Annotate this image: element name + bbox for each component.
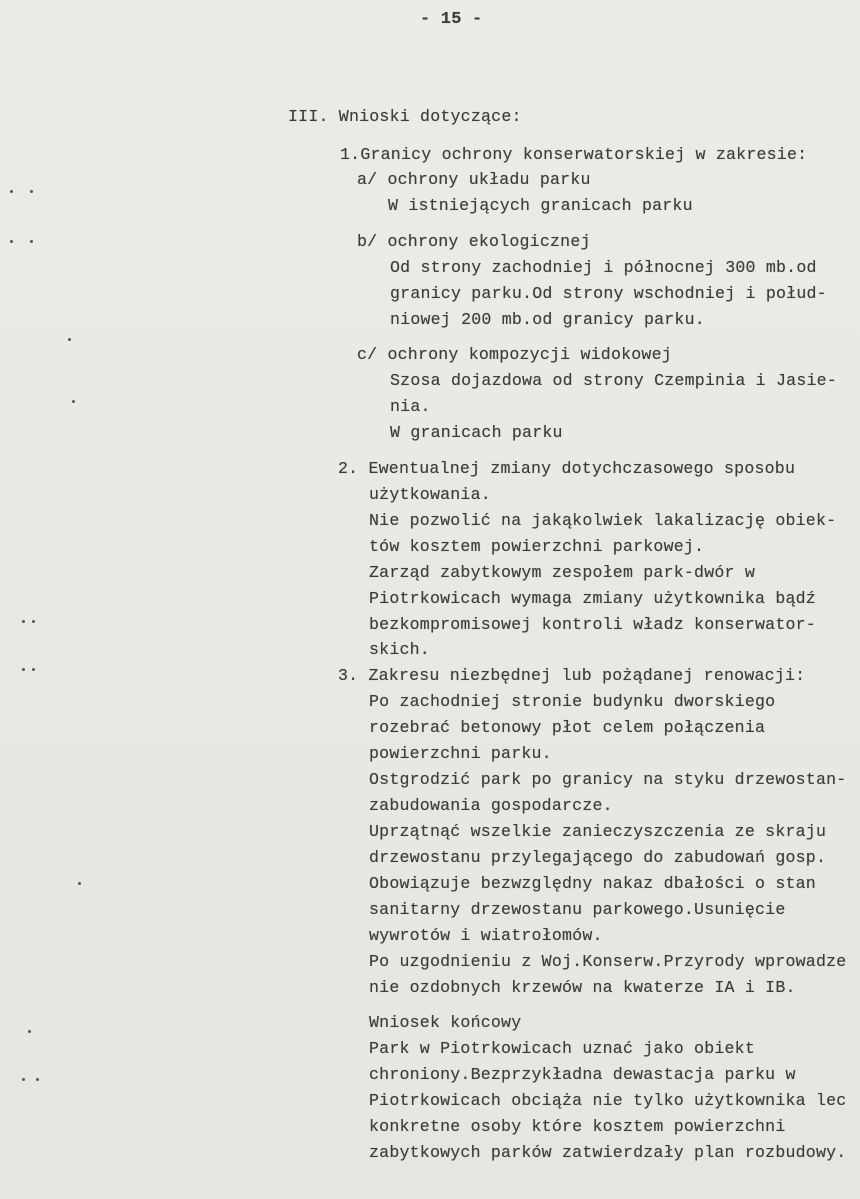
s1-c-line-2: nia. <box>390 397 431 416</box>
s2-line-8: skich. <box>369 640 430 659</box>
margin-speck <box>72 400 75 403</box>
final-title: Wniosek końcowy <box>369 1013 522 1032</box>
s1-a-label: a/ ochrony układu parku <box>357 170 591 189</box>
s3-line-5: Ostgrodzić park po granicy na styku drzewostan- <box>369 770 847 789</box>
section-heading: III. Wnioski dotyczące: <box>288 107 522 126</box>
page-number: - 15 - <box>420 10 483 29</box>
s1-title: 1.Granicy ochrony konserwatorskiej w zakresie: <box>340 145 808 164</box>
s2-line-7: bezkompromisowej kontroli władz konserwator- <box>369 615 816 634</box>
s3-line-3: rozebrać betonowy płot celem połączenia <box>369 718 766 737</box>
margin-speck <box>22 620 25 623</box>
final-line-2: chroniony.Bezprzykładna dewastacja parku w <box>369 1065 796 1084</box>
margin-speck <box>78 882 81 885</box>
s3-line-2: Po zachodniej stronie budynku dworskiego <box>369 692 776 711</box>
s3-line-8: drzewostanu przylegającego do zabudowań gosp. <box>369 848 827 867</box>
s1-c-line-3: W granicach parku <box>390 423 563 442</box>
s2-line-6: Piotrkowicach wymaga zmiany użytkownika bądź <box>369 589 816 608</box>
final-line-4: konkretne osoby które kosztem powierzchni <box>369 1117 786 1136</box>
s3-line-10: sanitarny drzewostanu parkowego.Usunięcie <box>369 900 786 919</box>
s1-c-line-1: Szosa dojazdowa od strony Czempinia i Jasie- <box>390 371 837 390</box>
final-line-5: zabytkowych parków zatwierdzały plan rozbudowy. <box>369 1143 847 1162</box>
s3-line-9: Obowiązuje bezwzględny nakaz dbałości o stan <box>369 874 816 893</box>
s3-line-13: nie ozdobnych krzewów na kwaterze IA i IB. <box>369 978 796 997</box>
margin-speck <box>22 1078 25 1081</box>
final-line-1: Park w Piotrkowicach uznać jako obiekt <box>369 1039 755 1058</box>
margin-speck <box>30 190 33 193</box>
s1-a-text: W istniejących granicach parku <box>388 196 693 215</box>
margin-speck <box>10 190 13 193</box>
s1-b-label: b/ ochrony ekologicznej <box>357 232 591 251</box>
final-line-3: Piotrkowicach obciąża nie tylko użytkownika lec <box>369 1091 847 1110</box>
s3-line-12: Po uzgodnieniu z Woj.Konserw.Przyrody wprowadze <box>369 952 847 971</box>
s2-line-3: Nie pozwolić na jakąkolwiek lakalizację obiek- <box>369 511 837 530</box>
s2-line-1: 2. Ewentualnej zmiany dotychczasowego sposobu <box>338 459 796 478</box>
margin-speck <box>36 1078 39 1081</box>
margin-speck <box>68 338 71 341</box>
s2-line-4: tów kosztem powierzchni parkowej. <box>369 537 705 556</box>
s3-line-1: 3. Zakresu niezbędnej lub pożądanej renowacji: <box>338 666 806 685</box>
margin-speck <box>10 240 13 243</box>
s2-line-5: Zarząd zabytkowym zespołem park-dwór w <box>369 563 755 582</box>
s1-c-label: c/ ochrony kompozycji widokowej <box>357 345 672 364</box>
margin-speck <box>22 668 25 671</box>
margin-speck <box>30 240 33 243</box>
s1-b-line-2: granicy parku.Od strony wschodniej i połud- <box>390 284 827 303</box>
s3-line-7: Uprzątnąć wszelkie zanieczyszczenia ze skraju <box>369 822 827 841</box>
s3-line-4: powierzchni parku. <box>369 744 552 763</box>
s3-line-11: wywrotów i wiatrołomów. <box>369 926 603 945</box>
margin-speck <box>32 620 35 623</box>
s2-line-2: użytkowania. <box>369 485 491 504</box>
s1-b-line-3: niowej 200 mb.od granicy parku. <box>390 310 705 329</box>
margin-speck <box>28 1030 31 1033</box>
s3-line-6: zabudowania gospodarcze. <box>369 796 613 815</box>
s1-b-line-1: Od strony zachodniej i północnej 300 mb.od <box>390 258 817 277</box>
margin-speck <box>32 668 35 671</box>
